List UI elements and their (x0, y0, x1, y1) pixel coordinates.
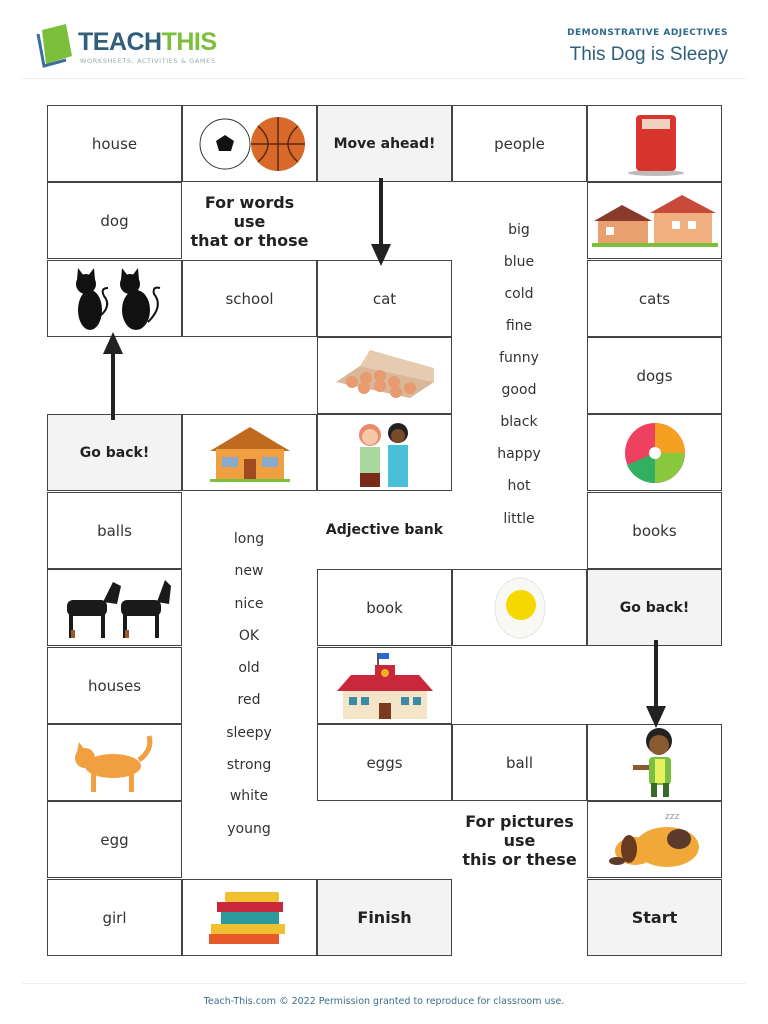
footer-copyright: Teach-This.com © 2022 Permission granted to reproduce for classroom use. (203, 996, 565, 1007)
cat-icon (65, 730, 165, 796)
boy-icon (625, 727, 685, 799)
square-egg: egg (47, 801, 182, 878)
dogs-icon (57, 574, 173, 642)
adjective: white (229, 788, 269, 804)
fried-egg-icon (490, 575, 550, 641)
adjective: fine (505, 318, 533, 334)
adjective: funny (499, 350, 539, 366)
square-picture (317, 647, 452, 724)
square-picture (182, 879, 317, 956)
adjective: young (227, 821, 271, 837)
square-go-back: Go back! (587, 569, 722, 646)
square-picture (182, 105, 317, 182)
divider (22, 78, 746, 79)
square-balls: balls (47, 492, 182, 569)
adjective: sleepy (226, 725, 272, 741)
square-picture (182, 414, 317, 491)
square-picture (47, 569, 182, 646)
house-icon (210, 423, 290, 483)
square-houses: houses (47, 647, 182, 724)
adjective: happy (497, 446, 541, 462)
adjective: good (501, 382, 537, 398)
adjective: strong (226, 757, 272, 773)
logo: TEACHTHIS (78, 28, 217, 56)
square-cats: cats (587, 260, 722, 337)
square-people: people (452, 105, 587, 182)
girls-icon (350, 417, 420, 489)
adjective: hot (507, 478, 531, 494)
square-finish: Finish (317, 879, 452, 956)
egg-carton-icon (330, 346, 440, 406)
adjective: black (500, 414, 538, 430)
adjective: OK (238, 628, 260, 644)
square-ball: ball (452, 724, 587, 801)
square-dogs: dogs (587, 337, 722, 414)
worksheet-title: This Dog is Sleepy (569, 44, 728, 65)
square-move-ahead: Move ahead! (317, 105, 452, 182)
adjective: blue (503, 254, 535, 270)
square-picture (587, 105, 722, 182)
square-eggs: eggs (317, 724, 452, 801)
square-picture (317, 414, 452, 491)
beach-ball-icon (622, 420, 688, 486)
square-cat: cat (317, 260, 452, 337)
square-picture (587, 801, 722, 878)
square-picture (47, 260, 182, 337)
school-icon (337, 651, 433, 721)
square-girl: girl (47, 879, 182, 956)
svg-text:zzz: zzz (664, 811, 679, 822)
worksheet-subject: DEMONSTRATIVE ADJECTIVES (567, 28, 728, 38)
square-go-back: Go back! (47, 414, 182, 491)
square-picture (587, 182, 722, 259)
square-picture (587, 414, 722, 491)
square-house: house (47, 105, 182, 182)
balls-icon (190, 114, 310, 174)
adjective: new (234, 563, 264, 579)
sleeping-dog-icon (605, 807, 705, 873)
adjective: long (233, 531, 265, 547)
adjective: old (238, 660, 260, 676)
books-icon (205, 888, 295, 948)
divider (22, 983, 746, 984)
adjective: little (503, 511, 535, 527)
square-book: book (317, 569, 452, 646)
adjective: nice (234, 596, 264, 612)
square-books: books (587, 492, 722, 569)
logo-tagline: WORKSHEETS, ACTIVITIES & GAMES (80, 57, 216, 65)
adjective-bank-title: Adjective bank (325, 522, 444, 538)
adjective: big (508, 222, 530, 238)
book-logo-icon (36, 24, 76, 68)
houses-icon (592, 193, 718, 249)
words-rule-note: For words use that or those (190, 193, 309, 250)
square-picture (47, 724, 182, 801)
book-icon (620, 109, 690, 179)
adjective: red (237, 692, 261, 708)
cats-icon (60, 266, 170, 332)
pictures-rule-note: For pictures use this or these (462, 812, 577, 869)
square-school: school (182, 260, 317, 337)
square-picture (317, 337, 452, 414)
square-picture (587, 724, 722, 801)
square-picture (452, 569, 587, 646)
square-dog: dog (47, 182, 182, 259)
square-start: Start (587, 879, 722, 956)
adjective: cold (504, 286, 534, 302)
